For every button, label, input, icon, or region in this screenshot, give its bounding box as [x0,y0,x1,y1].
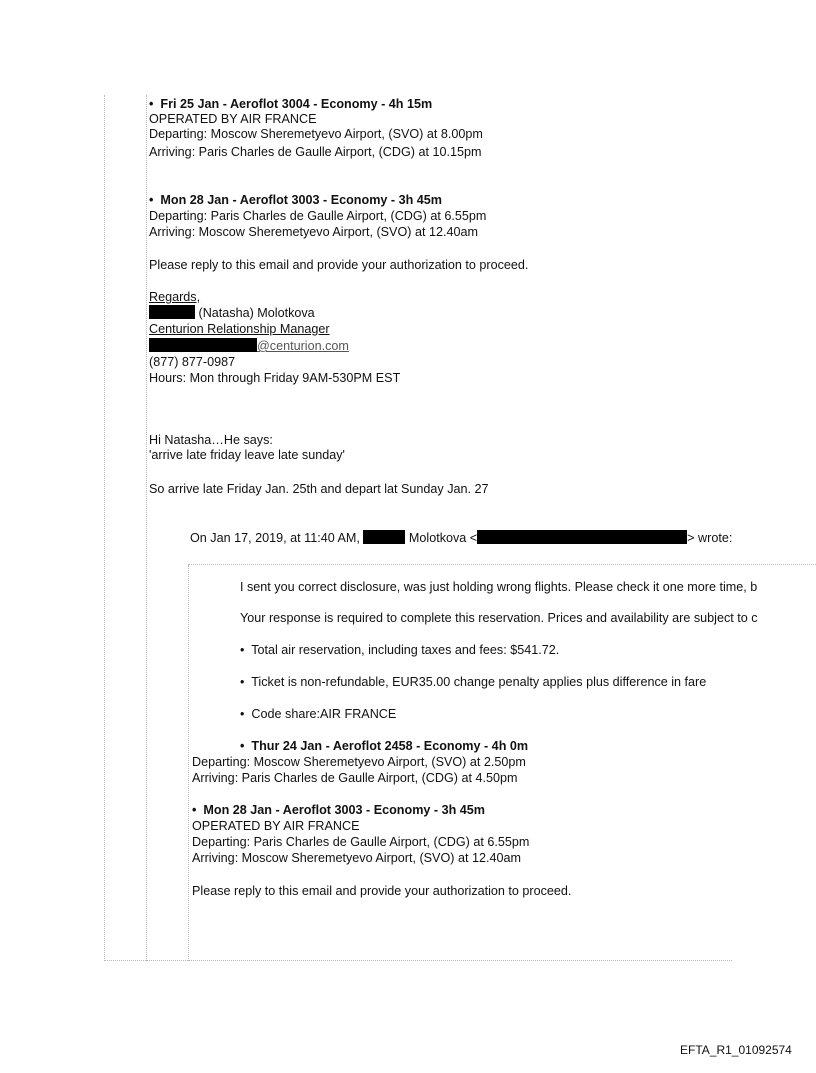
bullet: • [149,97,154,111]
redaction-block [477,530,687,544]
quoted-flight-2-title: • Mon 28 Jan - Aeroflot 3003 - Economy - 3h 45m [192,803,485,817]
signature-name: (Natasha) Molotkova [149,305,315,321]
quoted-flight-1-departing: Departing: Moscow Sheremetyevo Airport, (SVO) at 2.50pm [192,755,526,769]
quoted-message-border [188,565,189,961]
flight-1-operated: OPERATED BY AIR FRANCE [149,112,317,126]
quoted-flight-1-arriving: Arriving: Paris Charles de Gaulle Airport, (CDG) at 4.50pm [192,771,518,785]
bullet: • [240,643,245,657]
signature-email [149,338,349,354]
flight-1-departing: Departing: Moscow Sheremetyevo Airport, (SVO) at 8.00pm [149,127,483,141]
bullet: • [240,707,245,721]
signature-hours: Hours: Mon through Friday 9AM-530PM EST [149,371,401,385]
bottom-border [104,960,732,961]
document-id: EFTA_R1_01092574 [680,1043,792,1057]
quoted-header: On Jan 17, 2019, at 11:40 AM, Molotkova < > wrote: [190,531,733,545]
quoted-flight-2-departing: Departing: Paris Charles de Gaulle Airport, (CDG) at 6.55pm [192,835,530,849]
bullet: • [149,193,154,207]
bullet: • [240,675,245,689]
signature-regards: Regards, [149,290,201,304]
flight-1-title: • Fri 25 Jan - Aeroflot 3004 - Economy - 4h 15m [149,97,433,111]
flight-2-arriving: Arriving: Moscow Sheremetyevo Airport, (SVO) at 12.40am [149,225,478,239]
reply-request: Please reply to this email and provide your authorization to proceed. [149,258,529,272]
bullet: • [240,739,245,753]
redaction-block [363,530,405,544]
quoted-flight-2-operated: OPERATED BY AIR FRANCE [192,819,360,833]
reply-greeting: Hi Natasha…He says: [149,433,273,447]
bullet-ticket: • Ticket is non-refundable, EUR35.00 change penalty applies plus difference in fare [240,675,707,689]
flight-2-title: • Mon 28 Jan - Aeroflot 3003 - Economy - 3h 45m [149,193,442,207]
reply-summary: So arrive late Friday Jan. 25th and depart lat Sunday Jan. 27 [149,482,489,496]
quoted-reply-request: Please reply to this email and provide your authorization to proceed. [192,884,572,898]
bullet-total: • Total air reservation, including taxes and fees: $541.72. [240,643,560,657]
flight-1-arriving: Arriving: Paris Charles de Gaulle Airport, (CDG) at 10.15pm [149,145,482,159]
email-link[interactable]: @centurion.com [257,339,349,353]
redaction-block [149,305,195,319]
quoted-message-top-border [188,564,816,565]
inner-quote-border [146,95,147,961]
bullet: • [192,803,197,817]
reply-quote: 'arrive late friday leave late sunday' [149,448,345,462]
outer-quote-border [104,95,105,961]
quoted-flight-2-arriving: Arriving: Moscow Sheremetyevo Airport, (SVO) at 12.40am [192,851,521,865]
flight-2-departing: Departing: Paris Charles de Gaulle Airport, (CDG) at 6.55pm [149,209,487,223]
redaction-block [149,338,257,352]
quoted-line-2: Your response is required to complete this reservation. Prices and availability are subject to c [240,611,758,625]
bullet-codeshare: • Code share:AIR FRANCE [240,707,397,721]
signature-phone: (877) 877-0987 [149,355,236,369]
signature-role: Centurion Relationship Manager [149,322,330,336]
quoted-flight-1-title: • Thur 24 Jan - Aeroflot 2458 - Economy - 4h 0m [240,739,529,753]
quoted-line-1: I sent you correct disclosure, was just holding wrong flights. Please check it one more time, b [240,580,758,594]
